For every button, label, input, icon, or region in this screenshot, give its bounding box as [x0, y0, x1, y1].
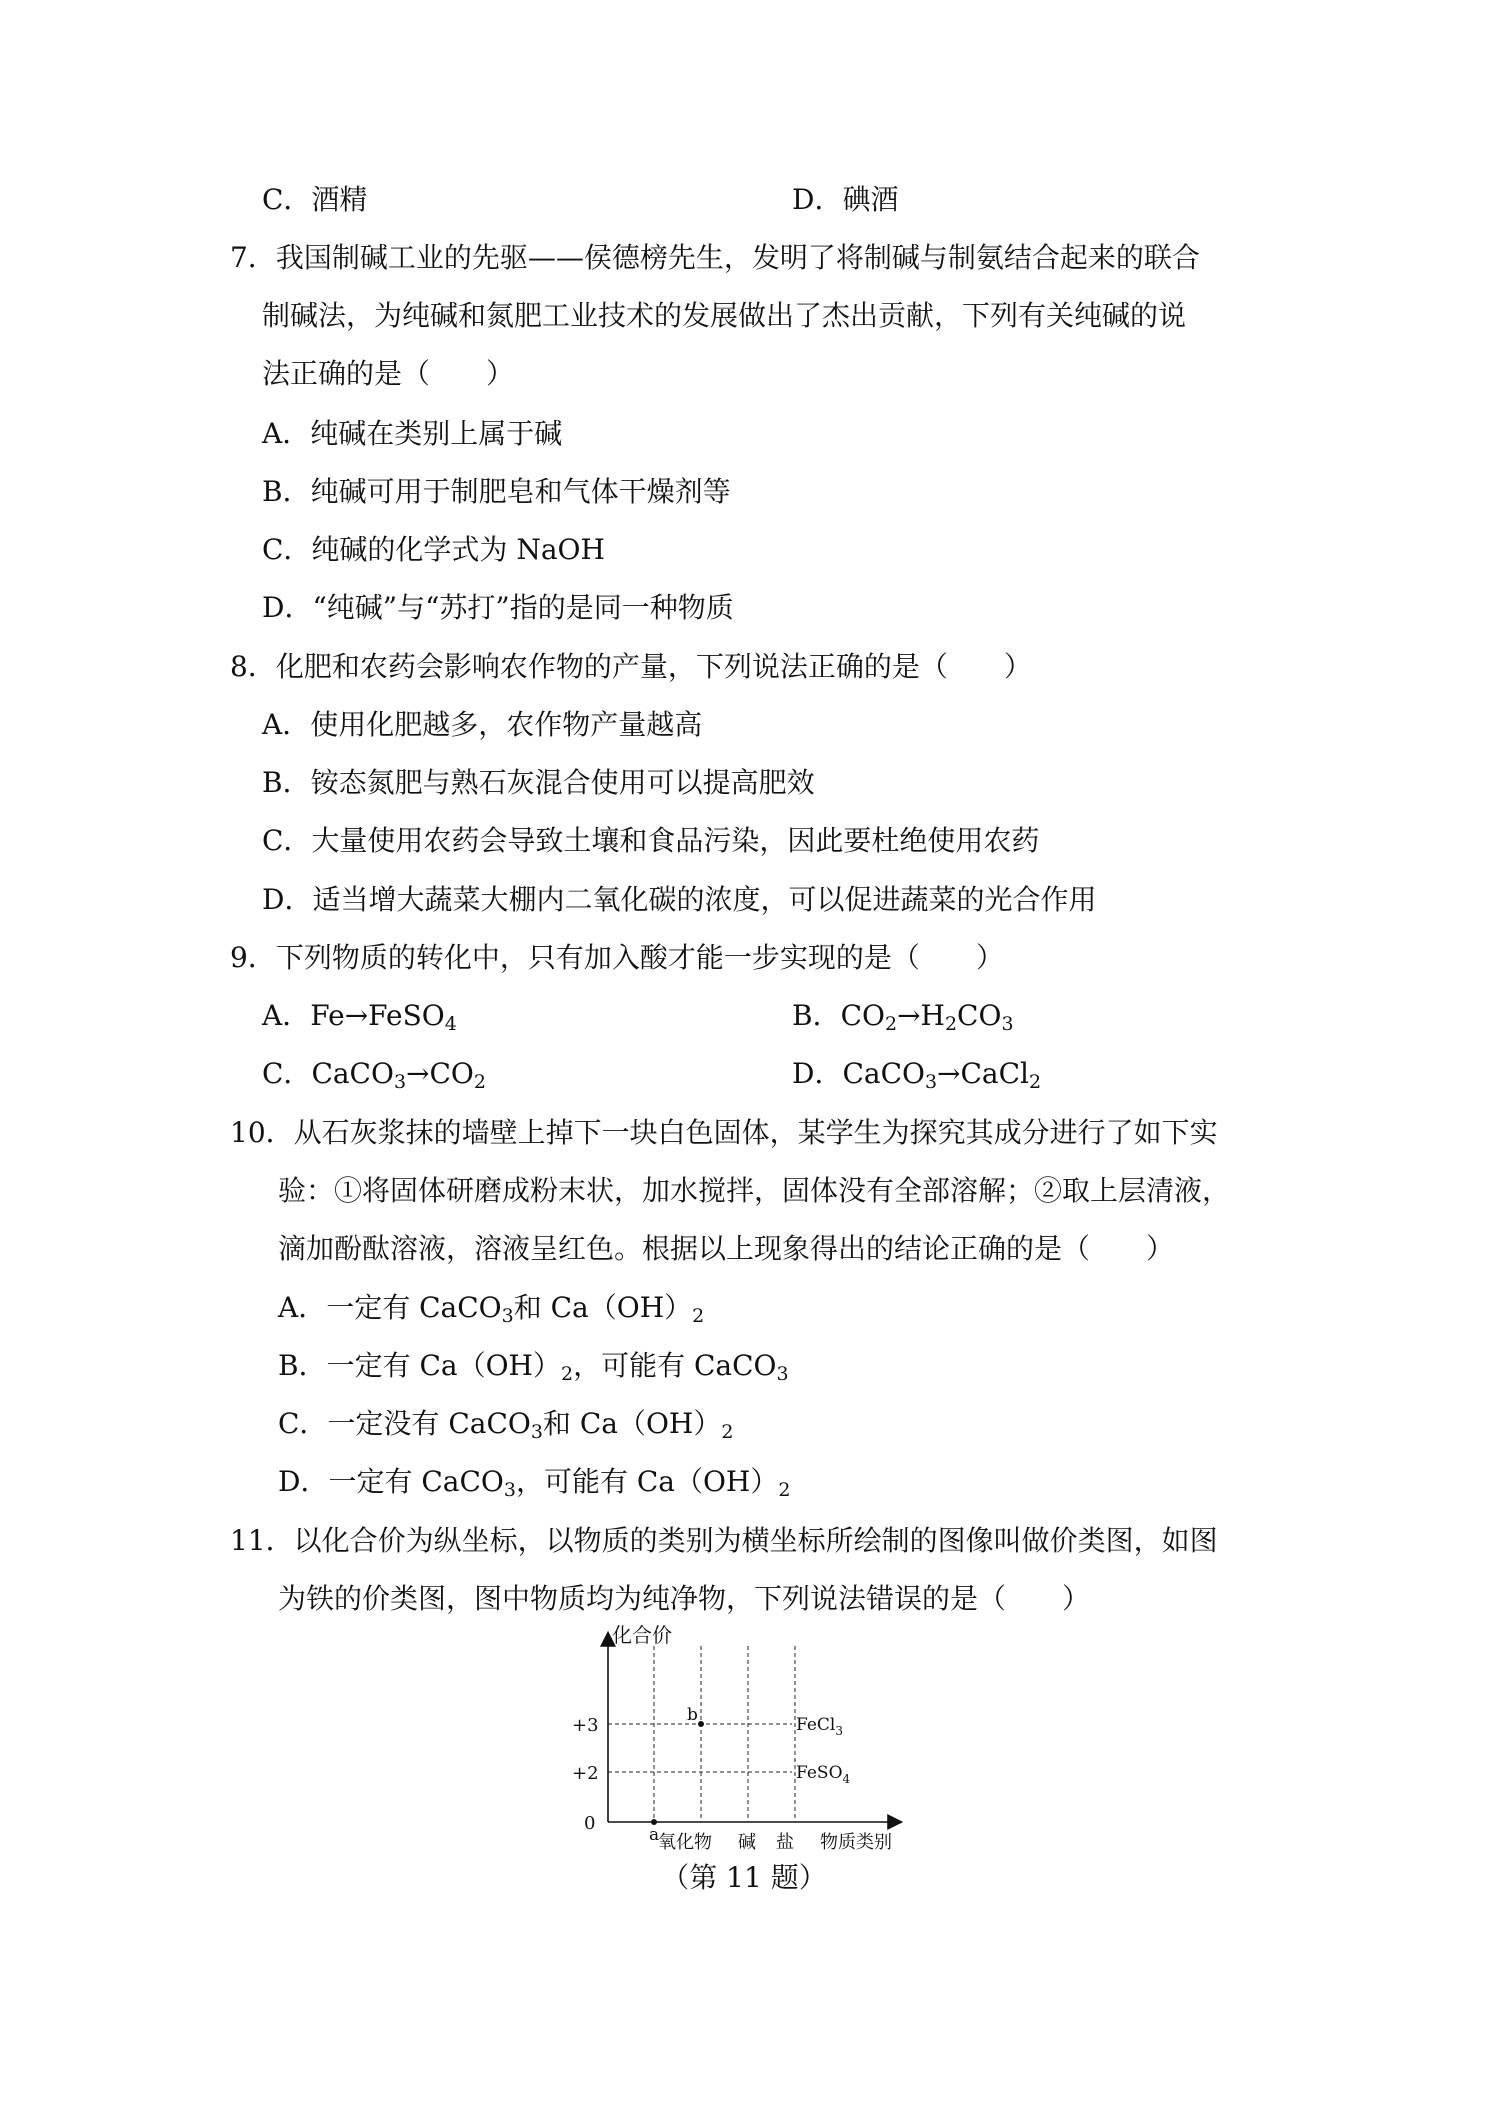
- q7-stem-line3: 法正确的是（ ）: [262, 357, 515, 390]
- y-tick-plus2: +2: [572, 1763, 599, 1784]
- q7-option-b: B．纯碱可用于制肥皂和气体干燥剂等: [262, 475, 731, 508]
- q10-stem-line2: 验：①将固体研磨成粉末状，加水搅拌，固体没有全部溶解；②取上层清液，: [278, 1174, 1231, 1207]
- fecl3-sub: 3: [835, 1724, 844, 1738]
- q9-option-d: [792, 1054, 1041, 1094]
- q9-option-c-label: C．: [262, 1057, 312, 1090]
- q8-option-d: D．适当增大蔬菜大棚内二氧化碳的浓度，可以促进蔬菜的光合作用: [262, 883, 1097, 916]
- q10-option-b-sub1: 2: [560, 1363, 574, 1385]
- q6-option-c: C．酒精: [262, 183, 368, 216]
- q10-option-a-part2: 和 Ca（OH）: [513, 1291, 693, 1324]
- q9-option-a: [262, 996, 457, 1036]
- fecl3-formula: FeCl: [796, 1715, 836, 1735]
- q7-option-c: C．纯碱的化学式为 NaOH: [262, 533, 605, 566]
- q11-stem-line1: 11．以化合价为纵坐标，以物质的类别为横坐标所绘制的图像叫做价类图，如图: [230, 1524, 1218, 1557]
- fecl3-label: [796, 1715, 843, 1738]
- y-tick-zero: 0: [584, 1813, 596, 1834]
- q10-option-b-part1: B．一定有 Ca（OH）: [278, 1349, 561, 1382]
- feso4-label: [796, 1763, 851, 1786]
- q10-option-b: [278, 1346, 789, 1386]
- y-tick-plus3: +3: [572, 1715, 599, 1736]
- q10-stem-line1: 10．从石灰浆抹的墙壁上掉下一块白色固体，某学生为探究其成分进行了如下实: [230, 1116, 1218, 1149]
- y-axis-label: 化合价: [612, 1623, 672, 1647]
- x-category-base: 碱: [738, 1832, 756, 1850]
- q7-stem-line1: 7．我国制碱工业的先驱——侯德榜先生，发明了将制碱与制氨结合起来的联合: [230, 241, 1200, 274]
- q9-option-d-sub2: 2: [1029, 1071, 1042, 1093]
- q9-option-c-part1: CaCO: [311, 1057, 394, 1090]
- q10-option-b-part2: ，可能有 CaCO: [573, 1349, 777, 1382]
- q10-option-a-part1: A．一定有 CaCO: [278, 1291, 502, 1324]
- x-axis-label: 物质类别: [820, 1832, 892, 1850]
- q9-option-b-part2: →H: [897, 999, 945, 1032]
- q9-option-d-label: D．: [792, 1057, 843, 1090]
- q8-option-b: B．铵态氮肥与熟石灰混合使用可以提高肥效: [262, 766, 815, 799]
- q9-option-b-part3: CO: [957, 999, 1002, 1032]
- point-b-label: b: [687, 1705, 698, 1725]
- point-a-label: a: [649, 1825, 660, 1845]
- q10-option-d: [278, 1462, 790, 1502]
- q9-option-c-part2: →CO: [406, 1057, 474, 1090]
- q7-option-a: A．纯碱在类别上属于碱: [262, 417, 563, 450]
- q10-option-d-part1: D．一定有 CaCO: [278, 1465, 504, 1498]
- q10-stem-line3: 滴加酚酞溶液，溶液呈红色。根据以上现象得出的结论正确的是（ ）: [278, 1232, 1175, 1265]
- q9-option-b-label: B．: [792, 999, 841, 1032]
- q10-option-a: [278, 1288, 704, 1328]
- feso4-sub: 4: [842, 1772, 851, 1786]
- q9-option-c: [262, 1054, 486, 1094]
- x-category-salt: 盐: [776, 1832, 794, 1850]
- q9-option-c-sub2: 2: [473, 1071, 486, 1093]
- x-category-oxide: 氧化物: [658, 1832, 712, 1850]
- q9-option-a-sub: 4: [444, 1013, 457, 1035]
- q9-option-b-sub2: 2: [944, 1013, 958, 1035]
- q10-option-b-sub2: 3: [776, 1363, 789, 1385]
- q10-option-c-part2: 和 Ca（OH）: [542, 1407, 722, 1440]
- q9-option-b: [792, 996, 1014, 1036]
- q10-option-a-sub1: 3: [501, 1305, 514, 1327]
- q10-option-c-part1: C．一定没有 CaCO: [278, 1407, 531, 1440]
- q9-stem: 9．下列物质的转化中，只有加入酸才能一步实现的是（ ）: [230, 941, 1004, 974]
- q10-option-d-sub1: 3: [503, 1479, 516, 1501]
- q8-option-a: A．使用化肥越多，农作物产量越高: [262, 708, 703, 741]
- q10-option-d-part2: ，可能有 Ca（OH）: [515, 1465, 779, 1498]
- q9-option-a-formula: Fe→FeSO: [310, 999, 445, 1032]
- q9-option-d-sub1: 3: [924, 1071, 938, 1093]
- q9-option-c-sub1: 3: [393, 1071, 407, 1093]
- q7-option-d: D．“纯碱”与“苏打”指的是同一种物质: [262, 591, 734, 624]
- q9-option-d-part2: →CaCl: [937, 1057, 1030, 1090]
- q10-option-c: [278, 1404, 733, 1444]
- q7-stem-line2: 制碱法，为纯碱和氮肥工业技术的发展做出了杰出贡献，下列有关纯碱的说: [262, 299, 1187, 332]
- iron-valence-class-diagram: [570, 1620, 930, 1850]
- feso4-formula: FeSO: [796, 1763, 843, 1783]
- q10-option-c-sub2: 2: [721, 1421, 734, 1443]
- q10-option-a-sub2: 2: [692, 1305, 705, 1327]
- q9-option-a-label: A．: [262, 999, 311, 1032]
- q9-option-d-part1: CaCO: [842, 1057, 925, 1090]
- q9-option-b-sub3: 3: [1001, 1013, 1014, 1035]
- q8-stem: 8．化肥和农药会影响农作物的产量，下列说法正确的是（ ）: [230, 650, 1032, 683]
- point-b: [698, 1721, 704, 1727]
- q6-option-d: D．碘酒: [792, 183, 899, 216]
- q9-option-b-part1: CO: [840, 999, 885, 1032]
- q11-stem-line2: 为铁的价类图，图中物质均为纯净物，下列说法错误的是（ ）: [278, 1582, 1091, 1615]
- q10-option-d-sub2: 2: [778, 1479, 791, 1501]
- q9-option-b-sub1: 2: [884, 1013, 898, 1035]
- figure-caption: （第 11 题）: [661, 1861, 827, 1894]
- q10-option-c-sub1: 3: [530, 1421, 543, 1443]
- q8-option-c: C．大量使用农药会导致土壤和食品污染，因此要杜绝使用农药: [262, 824, 1040, 857]
